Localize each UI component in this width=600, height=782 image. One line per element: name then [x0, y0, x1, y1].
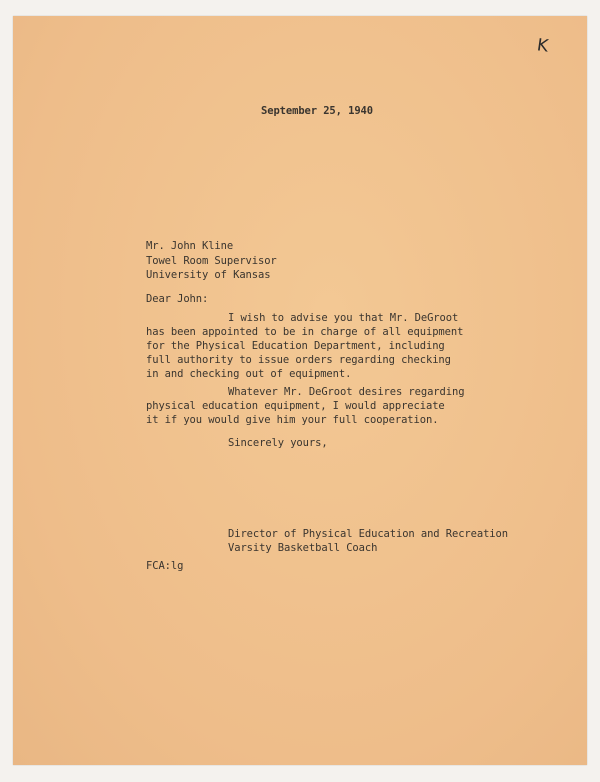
paragraph1-line: full authority to issue orders regarding checking	[146, 354, 451, 366]
signature-line-1: Director of Physical Education and Recreation	[228, 528, 508, 540]
paragraph1-line: in and checking out of equipment.	[146, 368, 352, 380]
recipient-name: Mr. John Kline	[146, 240, 234, 252]
typist-initials: FCA:lg	[146, 560, 184, 572]
paragraph1-line: for the Physical Education Department, including	[146, 340, 445, 352]
paragraph1-line: I wish to advise you that Mr. DeGroot	[228, 312, 459, 324]
signature-line-2: Varsity Basketball Coach	[228, 542, 378, 554]
corner-handwritten-mark: K	[535, 35, 550, 57]
paragraph2-line: Whatever Mr. DeGroot desires regarding	[228, 386, 465, 398]
closing: Sincerely yours,	[228, 437, 328, 449]
salutation: Dear John:	[146, 293, 209, 305]
letter-date: September 25, 1940	[261, 105, 373, 117]
recipient-title: Towel Room Supervisor	[146, 255, 277, 267]
paragraph2-line: physical education equipment, I would appreciate	[146, 400, 445, 412]
paragraph1-line: has been appointed to be in charge of all equipment	[146, 326, 464, 338]
paragraph2-line: it if you would give him your full cooperation.	[146, 414, 439, 426]
recipient-institution: University of Kansas	[146, 269, 271, 281]
